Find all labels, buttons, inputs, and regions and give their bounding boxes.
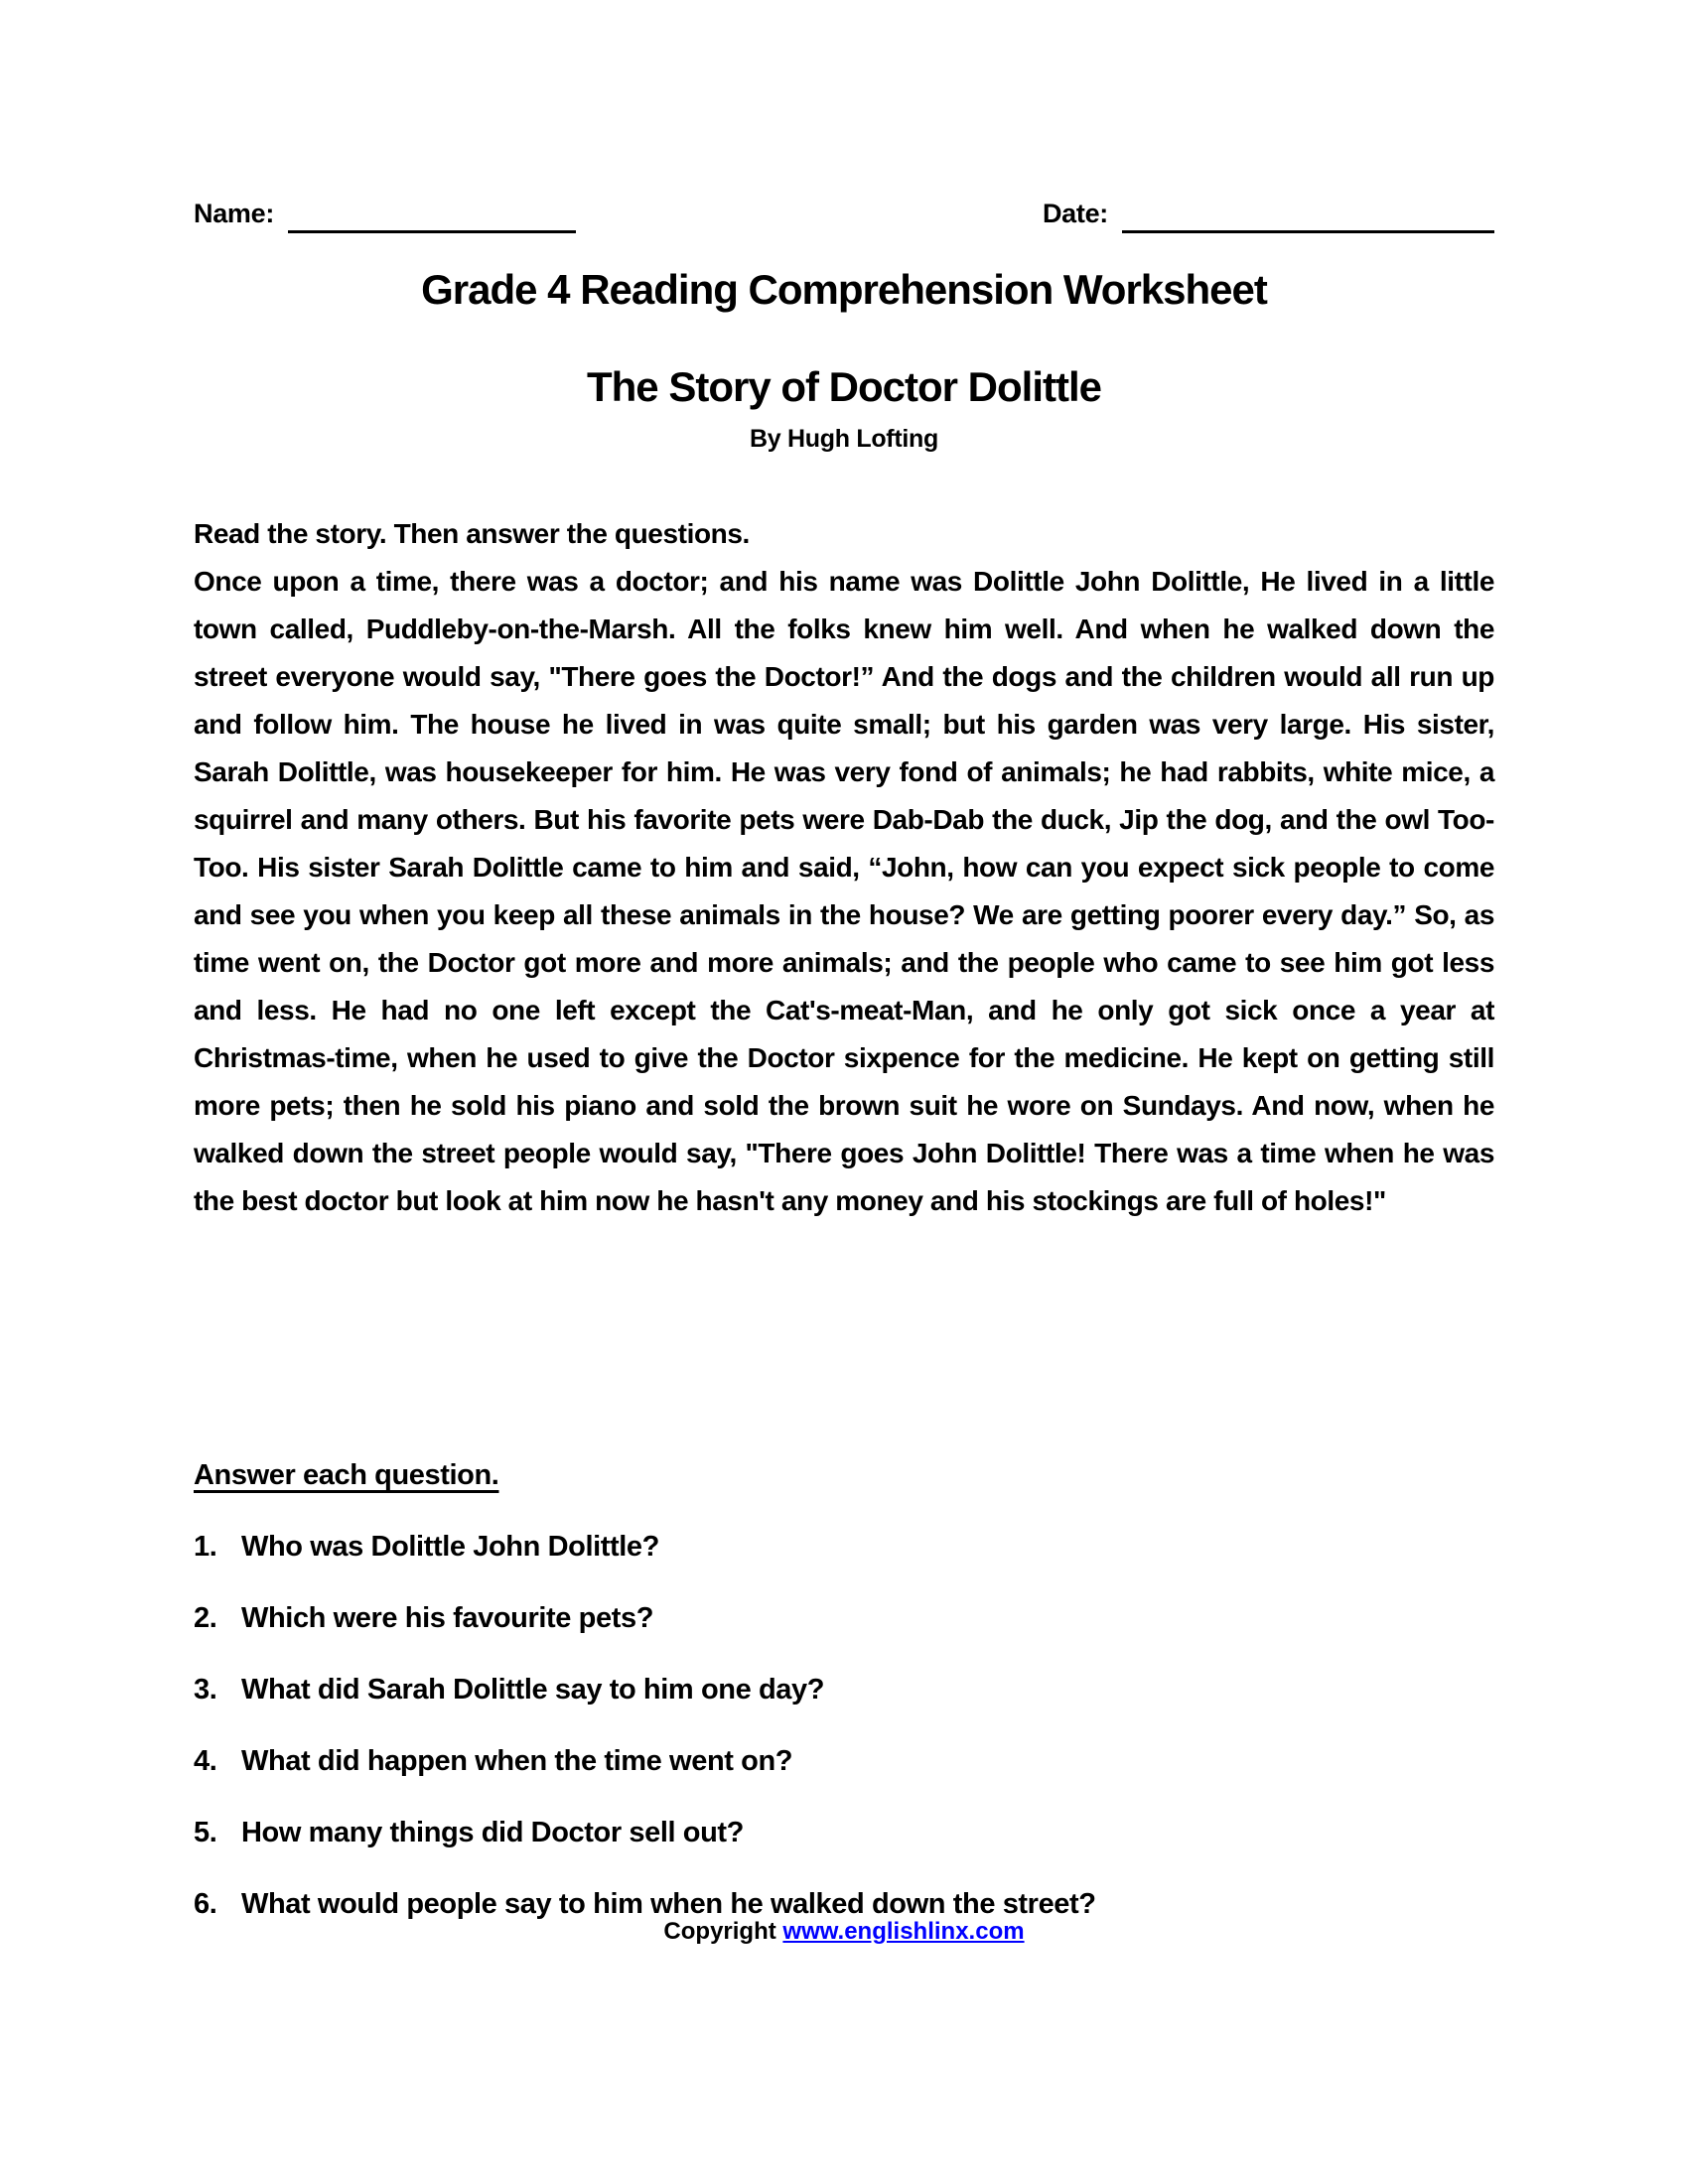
question-text: Which were his favourite pets? bbox=[241, 1602, 654, 1634]
question-text: Who was Dolittle John Dolittle? bbox=[241, 1531, 659, 1563]
name-date-row bbox=[194, 199, 1494, 233]
question-item-4 bbox=[194, 1737, 1494, 1785]
questions-section bbox=[194, 1451, 1494, 1952]
question-number: 3. bbox=[194, 1674, 217, 1706]
question-item-1 bbox=[194, 1523, 1494, 1570]
story-body-text: Once upon a time, there was a doctor; and his name was Dolittle John Dolittle, He lived in a little town called, Puddleby-on-the-Marsh. All the folks knew him well. And when he walked down the street everyone would say, "There goes the Doctor!” And the dogs and the children would all run up and follow him. The house he lived in was quite small; but his garden was very large. His sister, Sarah Dolittle, was housekeeper for him. He was very fond of animals; he had rabbits, white mice, a squirrel and many others. But his favorite pets were Dab-Dab the duck, Jip the dog, and the owl Too-Too. His sister Sarah Dolittle came to him and said, “John, how can you expect sick people to come and see you when you keep all these animals in the house? We are getting poorer every day.” So, as time went on, the Doctor got more and more animals; and the people who came to see him got less and less. He had no one left except the Cat's-meat-Man, and he only got sick once a year at Christmas-time, when he used to give the Doctor sixpence for the medicine. He kept on getting still more pets; then he sold his piano and sold the brown suit he wore on Sundays. And now, when he walked down the street people would say, "There goes John Dolittle! There was a time when he was the best doctor but look at him now he hasn't any money and his stockings are full of holes!" bbox=[194, 566, 1494, 1216]
date-blank-line bbox=[1122, 201, 1494, 233]
question-number: 5. bbox=[194, 1817, 217, 1848]
story-title: The Story of Doctor Dolittle bbox=[587, 363, 1101, 410]
date-field-group bbox=[1043, 199, 1494, 233]
questions-heading: Answer each question. bbox=[194, 1459, 499, 1491]
footer bbox=[0, 1918, 1688, 1946]
question-number: 4. bbox=[194, 1745, 217, 1777]
question-item-3 bbox=[194, 1666, 1494, 1713]
name-label: Name: bbox=[194, 199, 275, 228]
story-instructions: Read the story. Then answer the questions. bbox=[194, 518, 750, 549]
worksheet-title: Grade 4 Reading Comprehension Worksheet bbox=[421, 266, 1267, 313]
question-text: What did happen when the time went on? bbox=[241, 1745, 793, 1777]
question-text: What would people say to him when he walked down the street? bbox=[241, 1888, 1096, 1920]
question-number: 6. bbox=[194, 1888, 217, 1920]
question-number: 2. bbox=[194, 1602, 217, 1634]
date-label: Date: bbox=[1042, 199, 1108, 228]
copyright-link[interactable]: www.englishlinx.com bbox=[782, 1918, 1025, 1945]
question-text: What did Sarah Dolittle say to him one day? bbox=[241, 1674, 825, 1706]
copyright-label: Copyright bbox=[663, 1918, 783, 1945]
name-blank-line bbox=[288, 201, 576, 233]
question-item-5 bbox=[194, 1809, 1494, 1856]
story-byline: By Hugh Lofting bbox=[750, 425, 938, 453]
question-text: How many things did Doctor sell out? bbox=[241, 1817, 745, 1848]
name-field-group bbox=[194, 199, 576, 233]
question-item-2 bbox=[194, 1594, 1494, 1642]
story-block bbox=[194, 510, 1494, 1225]
question-number: 1. bbox=[194, 1531, 217, 1563]
